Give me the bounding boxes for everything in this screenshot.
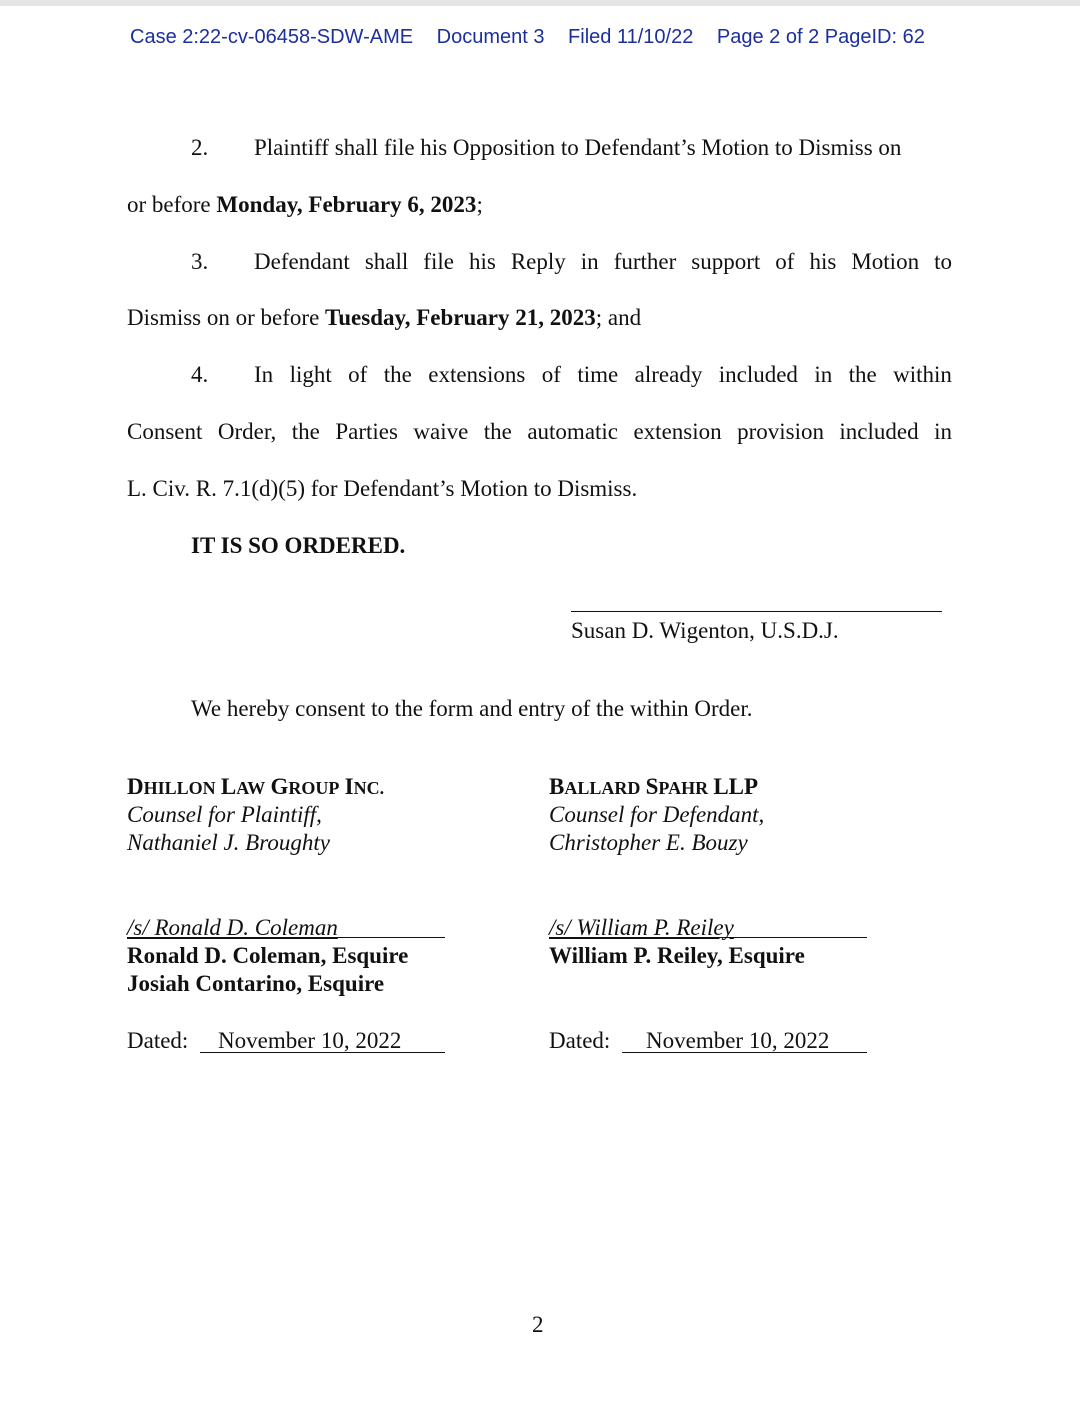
word: Order, bbox=[217, 419, 277, 444]
firm-letters: LLP bbox=[713, 774, 759, 799]
word: included bbox=[718, 362, 798, 387]
word: the bbox=[291, 419, 320, 444]
para3-line2-post: ; and bbox=[595, 305, 642, 330]
firm-letter: L bbox=[220, 774, 237, 799]
firm-letters: PAHR bbox=[658, 778, 709, 798]
consent-statement: We hereby consent to the form and entry of the within Order. bbox=[191, 696, 753, 721]
word: the bbox=[483, 419, 512, 444]
page-info: Page 2 of 2 PageID: 62 bbox=[716, 26, 925, 48]
word: of bbox=[775, 249, 795, 274]
firm-letters: ROUP bbox=[288, 778, 340, 798]
word: to bbox=[934, 249, 952, 274]
defendant-esignature: /s/ William P. Reiley bbox=[549, 915, 734, 940]
firm-letter: B bbox=[549, 774, 565, 799]
plaintiff-attorney-2: Josiah Contarino, Esquire bbox=[127, 971, 385, 996]
firm-letters: ALLARD bbox=[564, 778, 641, 798]
plaintiff-firm-name bbox=[127, 773, 384, 802]
word: extension bbox=[633, 419, 722, 444]
para2-line1: Plaintiff shall file his Opposition to Defendant’s Motion to Dismiss on bbox=[254, 135, 902, 160]
word: In bbox=[254, 362, 274, 387]
firm-letters: AW bbox=[236, 778, 266, 798]
para3-number: 3. bbox=[191, 249, 209, 274]
word: light bbox=[289, 362, 332, 387]
judge-name: Susan D. Wigenton, U.S.D.J. bbox=[571, 618, 839, 643]
court-header bbox=[130, 26, 925, 49]
document-number: Document 3 bbox=[436, 26, 545, 48]
word: shall bbox=[364, 249, 409, 274]
word: in bbox=[580, 249, 599, 274]
word: provision bbox=[737, 419, 824, 444]
word: his bbox=[809, 249, 837, 274]
firm-letter: I bbox=[344, 774, 354, 799]
word: his bbox=[468, 249, 496, 274]
defendant-firm-name bbox=[549, 773, 758, 802]
para2-line2-post: ; bbox=[476, 192, 483, 217]
word: automatic bbox=[527, 419, 619, 444]
word: Parties bbox=[335, 419, 398, 444]
firm-letter: G bbox=[270, 774, 289, 799]
defendant-attorney-1: William P. Reiley, Esquire bbox=[549, 943, 805, 968]
word: extensions bbox=[428, 362, 526, 387]
firm-letters: HILLON bbox=[143, 778, 216, 798]
word: Defendant bbox=[254, 249, 350, 274]
firm-letter: S bbox=[645, 774, 659, 799]
defendant-counsel-role: Counsel for Defendant, bbox=[549, 802, 765, 827]
word: already bbox=[634, 362, 703, 387]
word: of bbox=[348, 362, 368, 387]
para2-line2 bbox=[127, 190, 483, 220]
plaintiff-dated-value: November 10, 2022 bbox=[218, 1028, 402, 1053]
para3-line2 bbox=[127, 303, 641, 333]
word: further bbox=[613, 249, 677, 274]
order-statement: IT IS SO ORDERED. bbox=[191, 533, 406, 558]
word: support bbox=[691, 249, 761, 274]
para4-line3: L. Civ. R. 7.1(d)(5) for Defendant’s Motion to Dismiss. bbox=[127, 476, 638, 501]
defendant-date-line bbox=[622, 1052, 867, 1053]
word: file bbox=[423, 249, 454, 274]
plaintiff-esignature: /s/ Ronald D. Coleman bbox=[127, 915, 338, 940]
para2-line2-pre: or before bbox=[127, 192, 217, 217]
para4-line1 bbox=[254, 360, 952, 390]
firm-letter: D bbox=[127, 774, 144, 799]
word: Motion bbox=[851, 249, 920, 274]
firm-letters: NC. bbox=[353, 778, 385, 798]
word: in bbox=[814, 362, 833, 387]
plaintiff-attorney-1: Ronald D. Coleman, Esquire bbox=[127, 943, 409, 968]
para2-number: 2. bbox=[191, 135, 209, 160]
para3-deadline: Tuesday, February 21, 2023 bbox=[325, 305, 596, 330]
top-strip bbox=[0, 0, 1080, 6]
filed-date: Filed 11/10/22 bbox=[568, 26, 694, 48]
word: of bbox=[541, 362, 561, 387]
page-number: 2 bbox=[532, 1312, 544, 1337]
defendant-dated-label: Dated: bbox=[549, 1028, 611, 1053]
word: within bbox=[893, 362, 952, 387]
word: the bbox=[383, 362, 412, 387]
plaintiff-counsel-role: Counsel for Plaintiff, bbox=[127, 802, 322, 827]
para4-number: 4. bbox=[191, 362, 209, 387]
para2-deadline: Monday, February 6, 2023 bbox=[216, 192, 477, 217]
defendant-signature-line bbox=[549, 937, 867, 938]
defendant-dated-value: November 10, 2022 bbox=[646, 1028, 830, 1053]
para4-line2 bbox=[127, 417, 952, 447]
word: in bbox=[934, 419, 952, 444]
case-number: Case 2:22-cv-06458-SDW-AME bbox=[130, 26, 414, 48]
word: included bbox=[839, 419, 919, 444]
plaintiff-signature-line bbox=[127, 937, 445, 938]
para3-line2-pre: Dismiss on or before bbox=[127, 305, 326, 330]
plaintiff-client-name: Nathaniel J. Broughty bbox=[127, 830, 330, 855]
word: the bbox=[848, 362, 877, 387]
para3-line1 bbox=[254, 247, 952, 277]
word: waive bbox=[413, 419, 469, 444]
word: Consent bbox=[127, 419, 203, 444]
judge-signature-line bbox=[571, 595, 942, 612]
word: Reply bbox=[510, 249, 566, 274]
word: time bbox=[577, 362, 619, 387]
plaintiff-dated-label: Dated: bbox=[127, 1028, 189, 1053]
plaintiff-date-line bbox=[200, 1052, 445, 1053]
defendant-client-name: Christopher E. Bouzy bbox=[549, 830, 748, 855]
